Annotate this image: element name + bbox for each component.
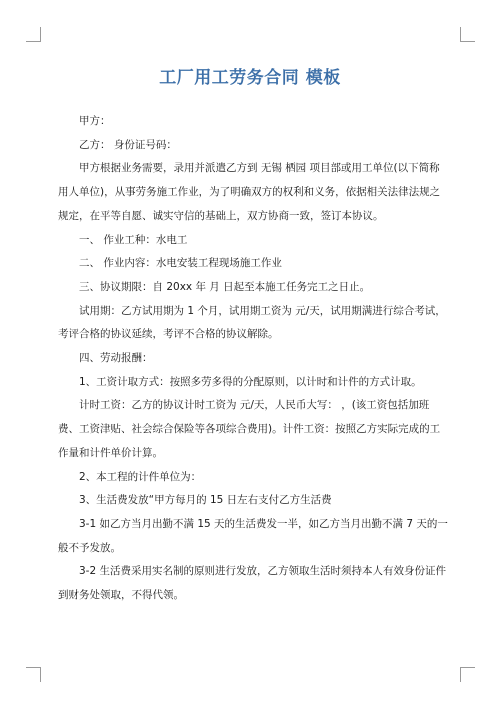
intro-paragraph: 甲方根据业务需要，录用并派遣乙方到 无锡 栖园 项目部或用工单位(以下简称用人单位)，从事劳务施工作业，为了明确双方的权利和义务，依据相关法律法规之规定，在平等自愿、诚实守信的基础上，双方协商一致，签订本协议。 [58, 162, 441, 222]
clause-job-type: 一、 作业工种：水电工 [79, 233, 188, 246]
document-title: 工厂用工劳务合同 模板 [159, 68, 341, 88]
clause-piece-unit: 2、本工程的计件单位为： [79, 470, 202, 483]
clause-3-2: 3-2 生活费采用实名制的原则进行发放，乙方领取生活时须持本人有效身份证件到财务处领取，不得代领。 [58, 565, 446, 602]
party-a-line: 甲方： [79, 115, 111, 127]
crop-mark-bottom-left [26, 667, 41, 682]
crop-mark-bottom-right [460, 667, 475, 682]
clause-3-1: 3-1 如乙方当月出勤不满 15 天的生活费发一半，如乙方当月出勤不满 7 天的一般不予发放。 [58, 517, 448, 554]
crop-mark-top-left [26, 27, 41, 42]
document-body [58, 110, 448, 608]
clause-job-content: 二、 作业内容：水电安装工程现场施工作业 [79, 257, 282, 270]
party-b-line: 乙方： 身份证号码： [79, 138, 177, 151]
clause-time-wage: 计时工资：乙方的协议计时工资为 元/天，人民币大写： ，(该工资包括加班费、工资津贴、社会综合保险等各项综合费用)。计件工资：按照乙方实际完成的工作量和计件单价计算。 [58, 399, 441, 459]
clause-remuneration-heading: 四、劳动报酬： [79, 352, 153, 365]
clause-living-allowance: 3、生活费发放“甲方每月的 15 日左右支付乙方生活费 [79, 494, 332, 507]
clause-term: 三、协议期限：自 20xx 年 月 日起至本施工任务完工之日止。 [79, 280, 371, 293]
clause-probation: 试用期：乙方试用期为 1 个月，试用期工资为 元/天，试用期满进行综合考试，考评合格的协议延续，考评不合格的协议解除。 [58, 304, 446, 341]
clause-wage-method: 1、工资计取方式：按照多劳多得的分配原则，以计时和计件的方式计取。 [79, 375, 422, 388]
crop-mark-top-right [460, 27, 475, 42]
